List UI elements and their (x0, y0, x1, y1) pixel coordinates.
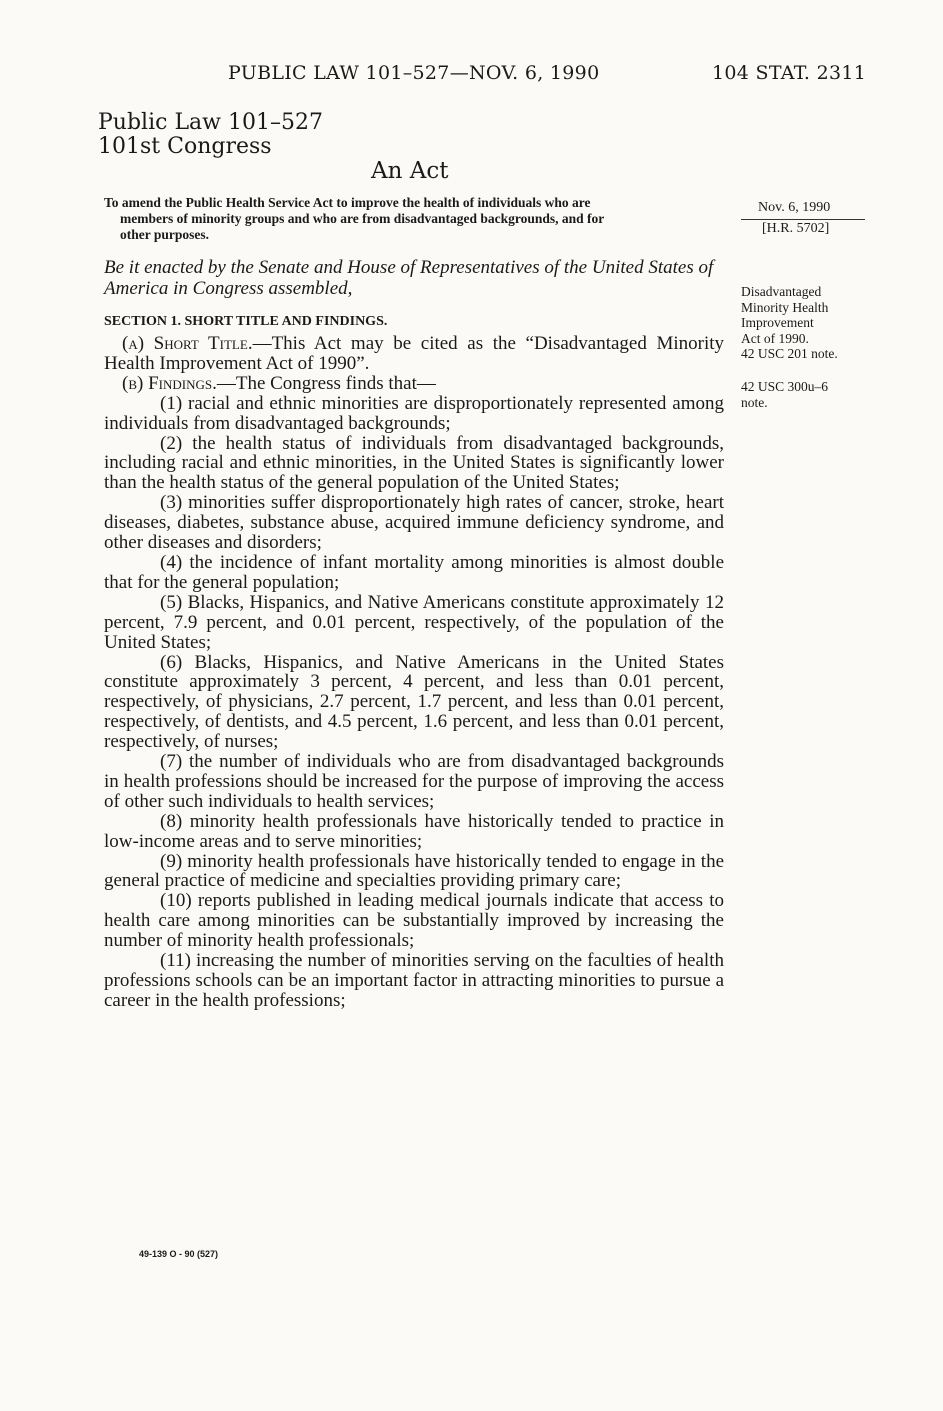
finding-3: (3) minorities suffer disproportionately high rates of cancer, stroke, heart diseases, diabetes, substance abuse, acquired immune deficiency syndrome, and other diseases and disorders; (104, 492, 724, 554)
finding-8: (8) minority health professionals have historically tended to practice in low-income areas and to serve minorities; (104, 810, 724, 852)
finding-1: (1) racial and ethnic minorities are disproportionately represented among individuals from disadvantaged backgrounds; (104, 392, 724, 434)
margin-bill-number: [H.R. 5702] (762, 221, 830, 236)
margin-note-line: Disadvantaged (741, 284, 822, 299)
public-law-number: Public Law 101–527 (98, 110, 323, 135)
section-body (104, 334, 724, 1011)
running-head (0, 62, 943, 86)
subsection-a-text: —This Act may be cited as the “Disadvantaged Minority Health Improvement Act of 1990”. (104, 333, 724, 374)
margin-divider (741, 219, 865, 220)
purpose-line: To amend the Public Health Service Act to improve the health of individuals who are (104, 195, 591, 210)
running-head-title: PUBLIC LAW 101–527—NOV. 6, 1990 (228, 62, 600, 84)
jacket-number: 49-139 O - 90 (527) (139, 1249, 219, 1259)
margin-note-line: 42 USC 300u–6 (741, 379, 829, 394)
subsection-b (104, 374, 724, 394)
margin-note-line: 42 USC 201 note. (741, 346, 838, 361)
margin-note-line: Minority Health (741, 299, 829, 315)
act-heading: An Act (371, 158, 449, 184)
margin-note-usc (741, 379, 881, 410)
congress-number: 101st Congress (98, 134, 272, 159)
finding-5: (5) Blacks, Hispanics, and Native Americans constitute approximately 12 percent, 7.9 percent, and 0.01 percent, respectively, of the population of the United States; (104, 591, 724, 653)
finding-10: (10) reports published in leading medical journals indicate that access to health care among minorities can be substantially improved by increasing the number of minority health professionals; (104, 890, 724, 952)
finding-7: (7) the number of individuals who are from disadvantaged backgrounds in health professions should be increased for the purpose of improving the access of other such individuals to health services; (104, 751, 724, 812)
subsection-a (104, 334, 724, 374)
subsection-a-label: (a) Short Title. (122, 333, 253, 354)
subsection-b-label: (b) Findings. (122, 372, 217, 394)
margin-note-short-title (741, 284, 881, 362)
section-heading: SECTION 1. SHORT TITLE AND FINDINGS. (104, 314, 388, 329)
purpose-line: other purposes. (120, 227, 210, 242)
margin-date: Nov. 6, 1990 (758, 200, 831, 215)
finding-6: (6) Blacks, Hispanics, and Native Americans in the United States constitute approximately 3 percent, 4 percent, and less than 0.01 percent, respectively, of physicians, 2.7 percent, 1.7 percent, and less than 0.01 percent, respectively, of dentists, and 4.5 percent, 1.6 percent, and less than 0.01 percent, respectively, of nurses; (104, 651, 724, 753)
finding-2: (2) the health status of individuals from disadvantaged backgrounds, including racial and ethnic minorities, in the United States is significantly lower than the health status of the general population of the United States; (104, 432, 724, 494)
finding-4: (4) the incidence of infant mortality among minorities is almost double that for the general population; (104, 551, 724, 593)
subsection-b-text: —The Congress finds that— (216, 372, 436, 394)
purpose-line: members of minority groups and who are from disadvantaged backgrounds, and for (120, 211, 605, 226)
margin-note-line: Act of 1990. (741, 330, 809, 346)
statute-page-number: 104 STAT. 2311 (712, 62, 867, 84)
margin-note-line: note. (741, 394, 768, 410)
finding-9: (9) minority health professionals have historically tended to engage in the general practice of medicine and specialties providing primary care; (104, 850, 724, 892)
enacting-clause: Be it enacted by the Senate and House of Representatives of the United States of America in Congress assembled, (104, 257, 714, 299)
finding-11: (11) increasing the number of minorities serving on the faculties of health professions schools can be an important factor in attracting minorities to pursue a career in the health professions; (104, 950, 724, 1011)
act-purpose (104, 195, 734, 243)
margin-note-line: Improvement (741, 315, 814, 330)
